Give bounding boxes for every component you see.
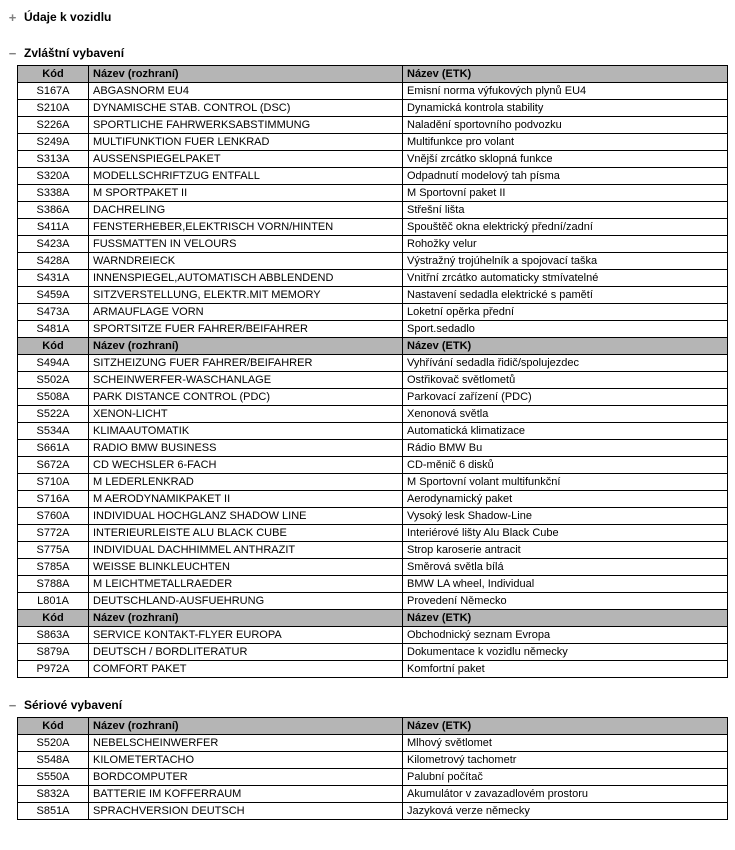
table-row — [18, 627, 728, 644]
name-interface-cell: INDIVIDUAL DACHHIMMEL ANTHRAZIT — [89, 542, 403, 559]
name-etk-cell: Mlhový světlomet — [403, 735, 728, 752]
table-row — [18, 752, 728, 769]
code-cell: S672A — [18, 457, 89, 474]
table-row — [18, 168, 728, 185]
name-etk-cell: Jazyková verze německy — [403, 803, 728, 820]
table-row — [18, 117, 728, 134]
name-interface-cell: KLIMAAUTOMATIK — [89, 423, 403, 440]
name-interface-cell: BORDCOMPUTER — [89, 769, 403, 786]
name-interface-cell: DEUTSCH / BORDLITERATUR — [89, 644, 403, 661]
column-header: Název (rozhraní) — [89, 66, 403, 83]
table-row — [18, 355, 728, 372]
code-cell: S313A — [18, 151, 89, 168]
code-cell: L801A — [18, 593, 89, 610]
code-cell: S338A — [18, 185, 89, 202]
name-interface-cell: ABGASNORM EU4 — [89, 83, 403, 100]
name-interface-cell: SITZHEIZUNG FUER FAHRER/BEIFAHRER — [89, 355, 403, 372]
name-etk-cell: Kilometrový tachometr — [403, 752, 728, 769]
name-etk-cell: Ostřikovač světlometů — [403, 372, 728, 389]
name-etk-cell: Nastavení sedadla elektrické s pamětí — [403, 287, 728, 304]
table-row — [18, 559, 728, 576]
name-etk-cell: Spouštěč okna elektrický přední/zadní — [403, 219, 728, 236]
table-row — [18, 491, 728, 508]
column-header: Kód — [18, 66, 89, 83]
name-etk-cell: Střešní lišta — [403, 202, 728, 219]
table-row — [18, 100, 728, 117]
name-etk-cell: Parkovací zařízení (PDC) — [403, 389, 728, 406]
column-header: Název (rozhraní) — [89, 338, 403, 355]
code-cell: S249A — [18, 134, 89, 151]
section-vehicle-data — [8, 10, 728, 24]
name-etk-cell: Loketní opěrka přední — [403, 304, 728, 321]
name-etk-cell: Interiérové lišty Alu Black Cube — [403, 525, 728, 542]
name-interface-cell: COMFORT PAKET — [89, 661, 403, 678]
table-row — [18, 287, 728, 304]
name-etk-cell: Směrová světla bílá — [403, 559, 728, 576]
code-cell: S785A — [18, 559, 89, 576]
table-row — [18, 423, 728, 440]
table-row — [18, 389, 728, 406]
code-cell: S832A — [18, 786, 89, 803]
table-row — [18, 83, 728, 100]
name-interface-cell: FUSSMATTEN IN VELOURS — [89, 236, 403, 253]
code-cell: S788A — [18, 576, 89, 593]
code-cell: S863A — [18, 627, 89, 644]
name-interface-cell: MULTIFUNKTION FUER LENKRAD — [89, 134, 403, 151]
name-etk-cell: M Sportovní volant multifunkční — [403, 474, 728, 491]
name-etk-cell: Vyhřívání sedadla řidič/spolujezdec — [403, 355, 728, 372]
section-toggle-serial-equipment[interactable] — [8, 698, 728, 712]
name-etk-cell: Palubní počítač — [403, 769, 728, 786]
name-etk-cell: Rohožky velur — [403, 236, 728, 253]
name-etk-cell: Vnitřní zrcátko automaticky stmívatelné — [403, 270, 728, 287]
code-cell: S411A — [18, 219, 89, 236]
section-title-serial-equipment: Sériové vybavení — [24, 698, 123, 712]
name-interface-cell: WEISSE BLINKLEUCHTEN — [89, 559, 403, 576]
code-cell: S775A — [18, 542, 89, 559]
name-interface-cell: BATTERIE IM KOFFERRAUM — [89, 786, 403, 803]
name-interface-cell: RADIO BMW BUSINESS — [89, 440, 403, 457]
code-cell: S716A — [18, 491, 89, 508]
table-row — [18, 735, 728, 752]
name-interface-cell: INNENSPIEGEL,AUTOMATISCH ABBLENDEND — [89, 270, 403, 287]
table-row — [18, 236, 728, 253]
code-cell: S502A — [18, 372, 89, 389]
name-interface-cell: M LEICHTMETALLRAEDER — [89, 576, 403, 593]
code-cell: S710A — [18, 474, 89, 491]
code-cell: S772A — [18, 525, 89, 542]
code-cell: S226A — [18, 117, 89, 134]
table-row — [18, 525, 728, 542]
table-header-row — [18, 66, 728, 83]
name-interface-cell: FENSTERHEBER,ELEKTRISCH VORN/HINTEN — [89, 219, 403, 236]
name-etk-cell: Odpadnutí modelový tah písma — [403, 168, 728, 185]
name-etk-cell: Provedení Německo — [403, 593, 728, 610]
code-cell: S167A — [18, 83, 89, 100]
table-row — [18, 304, 728, 321]
section-special-equipment — [8, 46, 728, 678]
column-header: Název (rozhraní) — [89, 610, 403, 627]
name-etk-cell: Emisní norma výfukových plynů EU4 — [403, 83, 728, 100]
code-cell: P972A — [18, 661, 89, 678]
section-serial-equipment — [8, 698, 728, 820]
name-etk-cell: Vysoký lesk Shadow-Line — [403, 508, 728, 525]
code-cell: S550A — [18, 769, 89, 786]
code-cell: S210A — [18, 100, 89, 117]
code-cell: S508A — [18, 389, 89, 406]
table-header-row — [18, 718, 728, 735]
code-cell: S879A — [18, 644, 89, 661]
name-etk-cell: Výstražný trojúhelník a spojovací taška — [403, 253, 728, 270]
name-etk-cell: Aerodynamický paket — [403, 491, 728, 508]
column-header: Kód — [18, 718, 89, 735]
table-header-row — [18, 338, 728, 355]
name-interface-cell: M LEDERLENKRAD — [89, 474, 403, 491]
table-row — [18, 786, 728, 803]
code-cell: S320A — [18, 168, 89, 185]
column-header: Název (rozhraní) — [89, 718, 403, 735]
name-interface-cell: DACHRELING — [89, 202, 403, 219]
section-title-special-equipment: Zvláštní vybavení — [24, 46, 125, 60]
column-header: Kód — [18, 610, 89, 627]
section-toggle-vehicle-data[interactable] — [8, 10, 728, 24]
table-row — [18, 508, 728, 525]
code-cell: S534A — [18, 423, 89, 440]
collapse-minus-icon[interactable]: − — [8, 45, 17, 61]
name-interface-cell: DEUTSCHLAND-AUSFUEHRUNG — [89, 593, 403, 610]
table-row — [18, 474, 728, 491]
name-etk-cell: Automatická klimatizace — [403, 423, 728, 440]
section-title-vehicle-data: Údaje k vozidlu — [24, 10, 112, 24]
name-etk-cell: Komfortní paket — [403, 661, 728, 678]
name-interface-cell: SPRACHVERSION DEUTSCH — [89, 803, 403, 820]
name-interface-cell: NEBELSCHEINWERFER — [89, 735, 403, 752]
column-header: Název (ETK) — [403, 610, 728, 627]
expand-plus-icon[interactable]: + — [8, 9, 17, 25]
table-header-row — [18, 610, 728, 627]
table-row — [18, 542, 728, 559]
table-row — [18, 185, 728, 202]
name-etk-cell: Akumulátor v zavazadlovém prostoru — [403, 786, 728, 803]
name-interface-cell: SITZVERSTELLUNG, ELEKTR.MIT MEMORY — [89, 287, 403, 304]
table-row — [18, 219, 728, 236]
name-etk-cell: Rádio BMW Bu — [403, 440, 728, 457]
code-cell: S760A — [18, 508, 89, 525]
name-etk-cell: Obchodnický seznam Evropa — [403, 627, 728, 644]
table-row — [18, 321, 728, 338]
name-interface-cell: SCHEINWERFER-WASCHANLAGE — [89, 372, 403, 389]
column-header: Název (ETK) — [403, 338, 728, 355]
name-etk-cell: BMW LA wheel, Individual — [403, 576, 728, 593]
table-row — [18, 457, 728, 474]
code-cell: S481A — [18, 321, 89, 338]
name-interface-cell: ARMAUFLAGE VORN — [89, 304, 403, 321]
collapse-minus-icon[interactable]: − — [8, 697, 17, 713]
name-interface-cell: XENON-LICHT — [89, 406, 403, 423]
table-row — [18, 644, 728, 661]
name-interface-cell: SPORTSITZE FUER FAHRER/BEIFAHRER — [89, 321, 403, 338]
table-row — [18, 372, 728, 389]
code-cell: S423A — [18, 236, 89, 253]
table-row — [18, 593, 728, 610]
name-interface-cell: PARK DISTANCE CONTROL (PDC) — [89, 389, 403, 406]
table-row — [18, 151, 728, 168]
table-row — [18, 202, 728, 219]
name-etk-cell: M Sportovní paket II — [403, 185, 728, 202]
section-toggle-special-equipment[interactable] — [8, 46, 728, 60]
name-interface-cell: AUSSENSPIEGELPAKET — [89, 151, 403, 168]
table-row — [18, 661, 728, 678]
name-etk-cell: Sport.sedadlo — [403, 321, 728, 338]
table-row — [18, 803, 728, 820]
name-interface-cell: KILOMETERTACHO — [89, 752, 403, 769]
name-interface-cell: M AERODYNAMIKPAKET II — [89, 491, 403, 508]
name-interface-cell: SERVICE KONTAKT-FLYER EUROPA — [89, 627, 403, 644]
table-row — [18, 134, 728, 151]
name-etk-cell: Dokumentace k vozidlu německy — [403, 644, 728, 661]
name-interface-cell: DYNAMISCHE STAB. CONTROL (DSC) — [89, 100, 403, 117]
code-cell: S473A — [18, 304, 89, 321]
name-etk-cell: Multifunkce pro volant — [403, 134, 728, 151]
column-header: Název (ETK) — [403, 66, 728, 83]
code-cell: S386A — [18, 202, 89, 219]
name-etk-cell: CD-měnič 6 disků — [403, 457, 728, 474]
code-cell: S520A — [18, 735, 89, 752]
special-equipment-table — [17, 65, 728, 678]
table-row — [18, 576, 728, 593]
table-row — [18, 406, 728, 423]
table-row — [18, 270, 728, 287]
name-etk-cell: Strop karoserie antracit — [403, 542, 728, 559]
name-interface-cell: INDIVIDUAL HOCHGLANZ SHADOW LINE — [89, 508, 403, 525]
name-interface-cell: M SPORTPAKET II — [89, 185, 403, 202]
table-row — [18, 769, 728, 786]
code-cell: S431A — [18, 270, 89, 287]
code-cell: S661A — [18, 440, 89, 457]
name-interface-cell: CD WECHSLER 6-FACH — [89, 457, 403, 474]
name-interface-cell: MODELLSCHRIFTZUG ENTFALL — [89, 168, 403, 185]
serial-equipment-table — [17, 717, 728, 820]
name-etk-cell: Vnější zrcátko sklopná funkce — [403, 151, 728, 168]
name-interface-cell: INTERIEURLEISTE ALU BLACK CUBE — [89, 525, 403, 542]
code-cell: S428A — [18, 253, 89, 270]
table-row — [18, 440, 728, 457]
code-cell: S494A — [18, 355, 89, 372]
name-interface-cell: WARNDREIECK — [89, 253, 403, 270]
name-interface-cell: SPORTLICHE FAHRWERKSABSTIMMUNG — [89, 117, 403, 134]
column-header: Název (ETK) — [403, 718, 728, 735]
name-etk-cell: Naladění sportovního podvozku — [403, 117, 728, 134]
name-etk-cell: Dynamická kontrola stability — [403, 100, 728, 117]
table-row — [18, 253, 728, 270]
code-cell: S522A — [18, 406, 89, 423]
code-cell: S459A — [18, 287, 89, 304]
code-cell: S548A — [18, 752, 89, 769]
name-etk-cell: Xenonová světla — [403, 406, 728, 423]
code-cell: S851A — [18, 803, 89, 820]
column-header: Kód — [18, 338, 89, 355]
